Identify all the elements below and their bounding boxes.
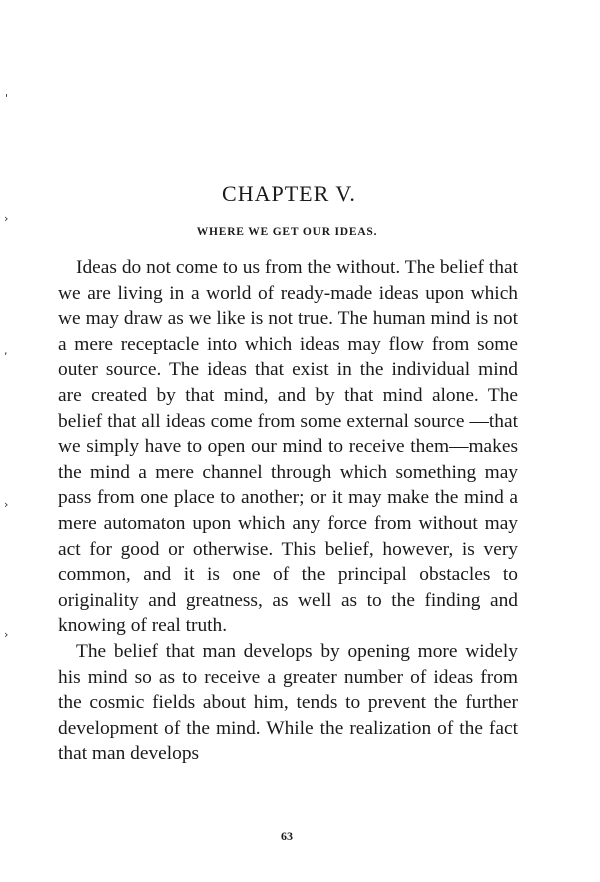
margin-mark: ›: [4, 628, 9, 641]
chapter-subtitle: WHERE WE GET OUR IDEAS.: [196, 226, 378, 238]
body-text: [58, 255, 518, 767]
paragraph: The belief that man develops by opening more widely his mind so as to receive a greater number of ideas from the cosmic fields about him, tends to prevent the further development of the mind. While the realization of the fact that man develops: [58, 640, 518, 765]
page-number: 63: [281, 829, 293, 843]
chapter-title: CHAPTER V.: [222, 181, 356, 206]
margin-mark: ,: [4, 344, 8, 357]
margin-mark: ': [5, 92, 9, 105]
margin-mark: ›: [4, 498, 9, 511]
paragraph: Ideas do not come to us from the without. The belief that we are living in a world of ready-made ideas upon which we may draw as we like is not true. The human mind is not a mere receptacle into which ideas may flow from some outer source. The ideas that exist in the individual mind are created by that mind, and by that mind alone. The belief that all ideas come from some external source —that we simply have to open our mind to receive them—makes the mind a mere channel through which something may pass from one place to another; or it may make the mind a mere automaton upon which any force from without may act for good or otherwise. This belief, however, is very common, and it is one of the principal obstacles to originality and greatness, as well as to the finding and knowing of real truth.: [58, 257, 518, 637]
margin-mark: ›: [4, 212, 9, 225]
